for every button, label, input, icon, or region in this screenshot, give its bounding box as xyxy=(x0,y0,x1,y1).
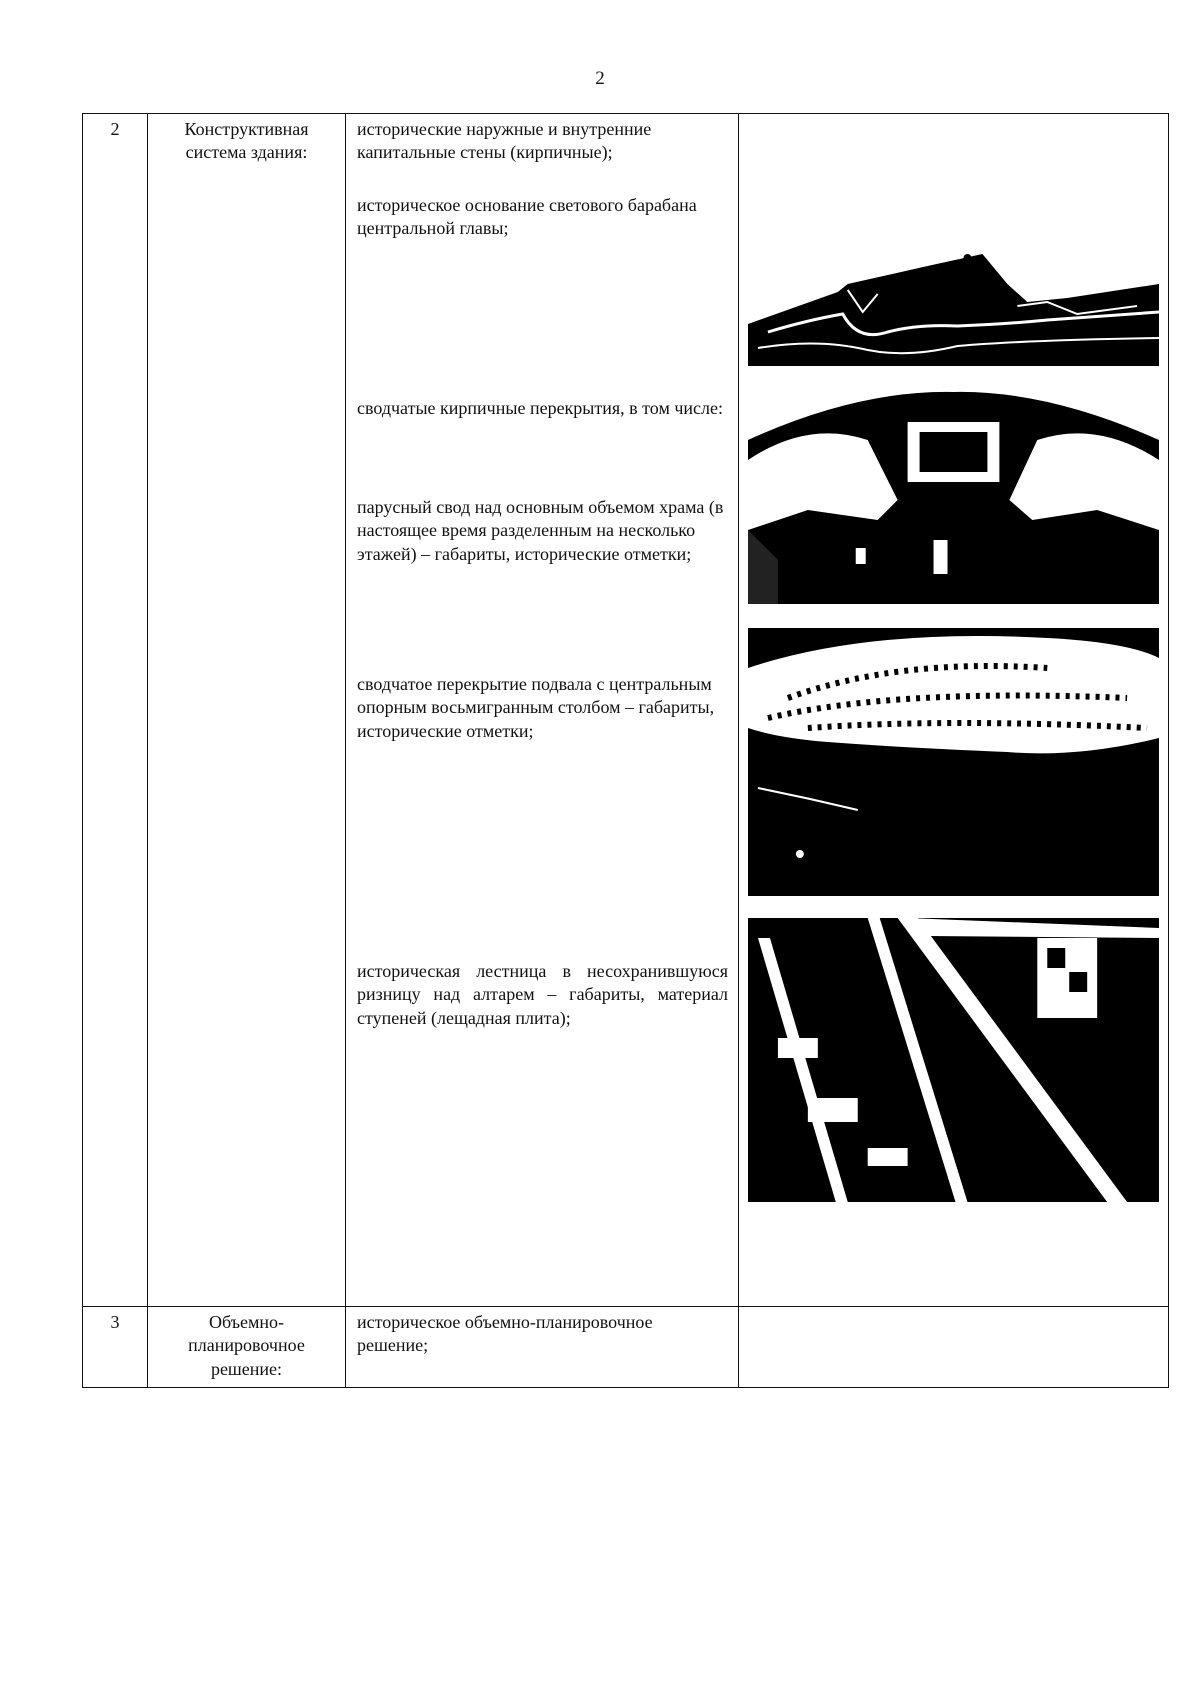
photo-drum-base xyxy=(748,254,1159,366)
table-row xyxy=(83,114,1169,1307)
row-number: 2 xyxy=(83,114,148,1307)
list-item: историческое объемно-планировочное решение; xyxy=(357,1312,653,1356)
list-item: сводчатые кирпичные перекрытия, в том числе: xyxy=(357,398,723,418)
row-description xyxy=(346,114,739,1307)
list-item: парусный свод над основным объемом храма (в настоящее время разделенным на несколько этажей) – габариты, исторические отметки; xyxy=(357,497,724,564)
list-item: сводчатое перекрытие подвала с центральным опорным восьмигранным столбом – габариты, исторические отметки; xyxy=(357,674,715,741)
page-number: 2 xyxy=(595,68,605,89)
table-row xyxy=(83,1307,1169,1388)
photo-staircase xyxy=(748,918,1159,1202)
row-photos xyxy=(739,1307,1169,1388)
protected-items-table xyxy=(82,113,1169,1388)
list-item: историческое основание светового барабана центральной главы; xyxy=(357,195,697,239)
list-item: исторические наружные и внутренние капитальные стены (кирпичные); xyxy=(357,119,652,163)
row-title: Объемно-планировочное решение: xyxy=(148,1307,346,1388)
row-title: Конструктивная система здания: xyxy=(148,114,346,1307)
photo-basement-vault xyxy=(748,628,1159,896)
photo-sail-vault xyxy=(748,380,1159,604)
row-photos xyxy=(739,114,1169,1307)
row-description xyxy=(346,1307,739,1388)
row-number: 3 xyxy=(83,1307,148,1388)
list-item: историческая лестница в несохранившуюся ризницу над алтарем – габариты, материал ступеней (лещадная плита); xyxy=(357,961,728,1028)
